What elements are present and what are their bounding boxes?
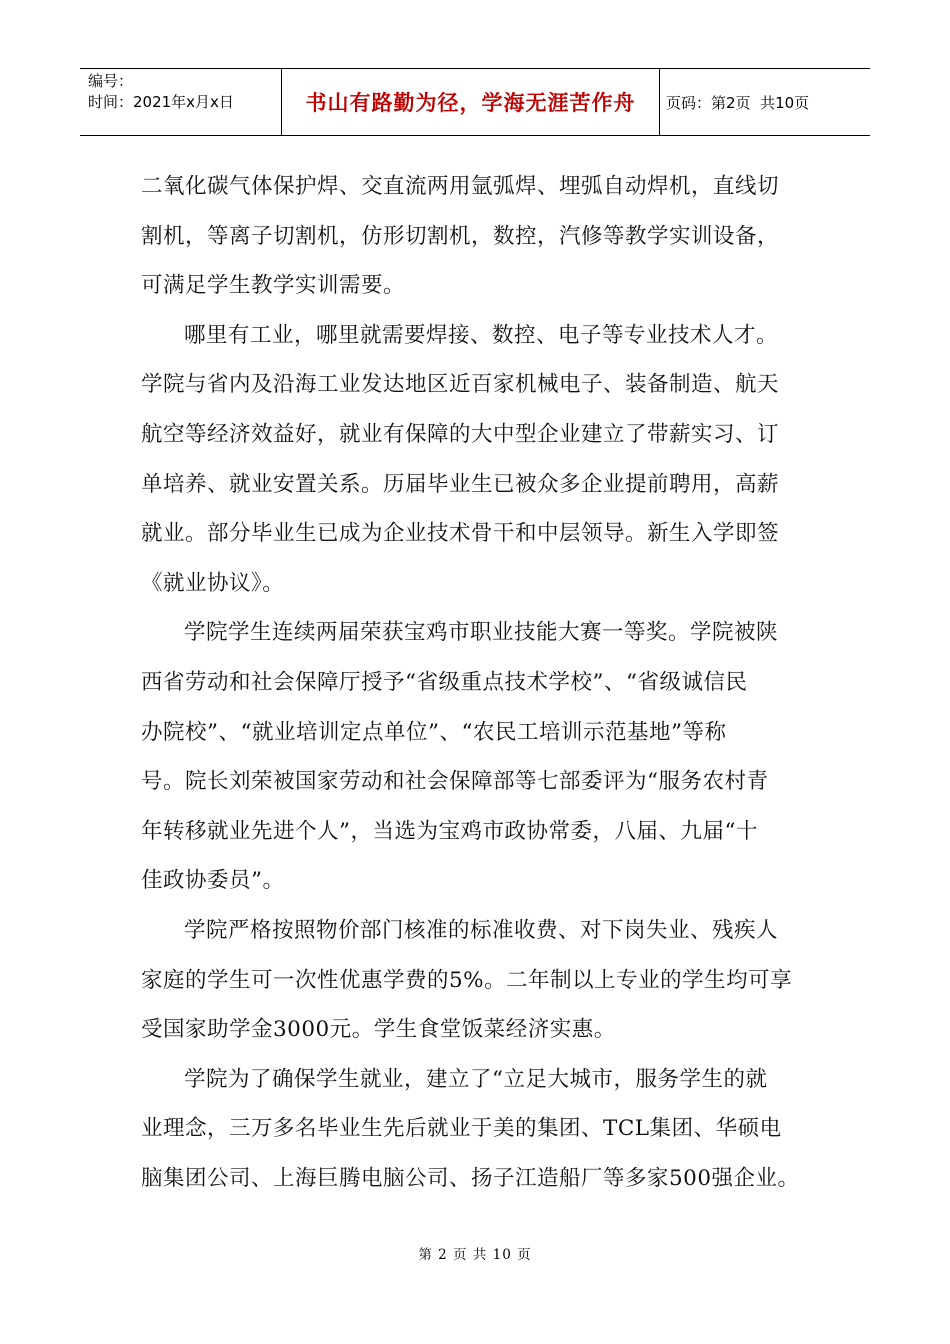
document-body xyxy=(141,162,821,1203)
header-motto-cell xyxy=(282,69,660,135)
text-line: 学院为了确保学生就业，建立了“立足大城市，服务学生的就 xyxy=(184,1066,768,1092)
header-page-cell xyxy=(660,69,870,135)
text-line: 号。院长刘荣被国家劳动和社会保障部等七部委评为“服务农村青 xyxy=(141,769,769,795)
text-line: 脑集团公司、上海巨腾电脑公司、扬子江造船厂等多家500强企业。 xyxy=(141,1165,800,1191)
paragraph-3 xyxy=(141,608,821,906)
header-meta xyxy=(80,69,282,135)
text-line: 就业。部分毕业生已成为企业技术骨干和中层领导。新生入学即签 xyxy=(141,521,780,547)
text-line: 业理念，三万多名毕业生先后就业于美的集团、TCL集团、华硕电 xyxy=(141,1116,782,1142)
document-number-label: 编号： xyxy=(88,72,134,90)
text-line: 佳政协委员”。 xyxy=(141,868,285,894)
paragraph-2 xyxy=(141,311,821,609)
text-line: 学院严格按照物价部门核准的标准收费、对下岗失业、残疾人 xyxy=(184,917,779,943)
paragraph-1 xyxy=(141,162,821,311)
header-motto: 书山有路勤为径，学海无涯苦作舟 xyxy=(305,91,636,115)
text-line: 学院学生连续两届荣获宝鸡市职业技能大赛一等奖。学院被陕 xyxy=(184,620,779,646)
document-date-label: 时间：2021年x月x日 xyxy=(88,93,234,111)
paragraph-4 xyxy=(141,906,821,1055)
text-line: 《就业协议》。 xyxy=(141,570,285,596)
page-header xyxy=(80,68,870,136)
text-line: 办院校”、“就业培训定点单位”、“农民工培训示范基地”等称 xyxy=(141,719,727,745)
text-line: 二氧化碳气体保护焊、交直流两用氩弧焊、埋弧自动焊机，直线切 xyxy=(141,174,780,199)
text-line: 可满足学生教学实训需要。 xyxy=(141,273,406,299)
text-line: 割机，等离子切割机，仿形切割机，数控，汽修等教学实训设备， xyxy=(141,223,780,249)
text-line: 学院与省内及沿海工业发达地区近百家机械电子、装备制造、航天 xyxy=(141,372,780,398)
page-footer: 第 2 页 共 10 页 xyxy=(418,1247,532,1263)
text-line: 航空等经济效益好，就业有保障的大中型企业建立了带薪实习、订 xyxy=(141,421,780,447)
text-line: 哪里有工业，哪里就需要焊接、数控、电子等专业技术人才。 xyxy=(184,322,779,348)
text-line: 年转移就业先进个人”，当选为宝鸡市政协常委，八届、九届“十 xyxy=(141,818,758,844)
text-line: 西省劳动和社会保障厅授予“省级重点技术学校”、“省级诚信民 xyxy=(141,669,748,695)
text-line: 受国家助学金3000元。学生食堂饭菜经济实惠。 xyxy=(141,1017,616,1043)
header-page-code: 页码：第2页 共10页 xyxy=(666,93,810,112)
paragraph-5 xyxy=(141,1055,821,1204)
text-line: 单培养、就业安置关系。历届毕业生已被众多企业提前聘用，高薪 xyxy=(141,471,780,497)
text-line: 家庭的学生可一次性优惠学费的5%。二年制以上专业的学生均可享 xyxy=(141,967,793,993)
